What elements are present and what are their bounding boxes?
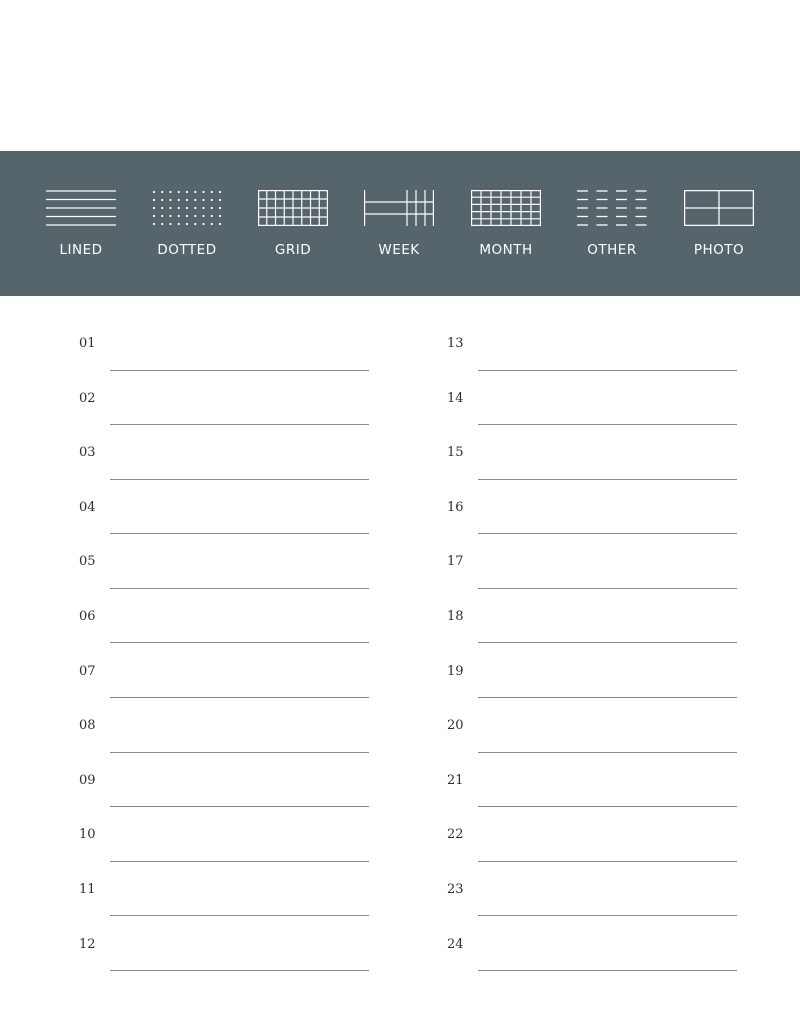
entry-line[interactable] [478, 697, 737, 698]
lined-icon [46, 190, 116, 226]
entry-row [79, 322, 409, 377]
category-grid[interactable] [240, 151, 346, 296]
category-label: MONTH [479, 242, 533, 258]
grid-icon [258, 190, 328, 226]
entry-line[interactable] [478, 915, 737, 916]
entry-column-left [79, 322, 409, 977]
week-icon [364, 190, 434, 226]
entry-number: 06 [79, 608, 96, 624]
entry-number: 13 [447, 336, 464, 351]
entry-number: 03 [79, 445, 96, 461]
entry-number: 22 [447, 827, 464, 843]
entry-number: 08 [79, 718, 96, 734]
entry-line[interactable] [478, 533, 737, 534]
entry-row [447, 377, 777, 432]
entry-row [447, 813, 777, 868]
entry-line[interactable] [478, 479, 737, 480]
category-label: DOTTED [157, 242, 217, 258]
category-lined[interactable] [28, 151, 134, 296]
entry-line[interactable] [110, 479, 369, 480]
entry-number: 02 [79, 390, 96, 406]
entry-line[interactable] [478, 642, 737, 643]
month-icon [471, 190, 541, 226]
category-week[interactable] [346, 151, 452, 296]
entry-number: 16 [447, 499, 464, 515]
entry-number: 24 [447, 936, 464, 952]
entry-line[interactable] [478, 970, 737, 971]
entry-line[interactable] [110, 533, 369, 534]
entry-line[interactable] [478, 424, 737, 425]
entry-row [79, 759, 409, 814]
entry-line[interactable] [110, 752, 369, 753]
entry-row [79, 923, 409, 978]
entry-number: 14 [447, 390, 464, 406]
category-label: PHOTO [693, 242, 745, 258]
entry-row [447, 704, 777, 759]
entry-row [447, 759, 777, 814]
entry-row [79, 486, 409, 541]
entry-row [79, 431, 409, 486]
dotted-icon [152, 190, 222, 226]
entry-row [447, 540, 777, 595]
entry-number: 15 [447, 445, 464, 461]
entry-line[interactable] [478, 752, 737, 753]
entry-row [447, 431, 777, 486]
entry-row [447, 923, 777, 978]
category-month[interactable] [453, 151, 559, 296]
entry-line[interactable] [110, 861, 369, 862]
entry-number: 19 [447, 663, 464, 679]
category-band [0, 151, 800, 296]
entry-line[interactable] [478, 861, 737, 862]
entry-row [79, 813, 409, 868]
entry-number: 20 [447, 718, 464, 734]
entry-row [79, 650, 409, 705]
entry-line[interactable] [478, 588, 737, 589]
entry-row [447, 595, 777, 650]
entry-row [79, 377, 409, 432]
entry-line[interactable] [478, 370, 737, 371]
entry-line[interactable] [110, 424, 369, 425]
entry-number: 05 [79, 554, 96, 570]
entry-row [447, 868, 777, 923]
entry-line[interactable] [110, 588, 369, 589]
category-label: OTHER [587, 242, 637, 258]
entry-number: 17 [447, 554, 464, 570]
entry-number: 21 [447, 772, 464, 788]
entry-row [447, 650, 777, 705]
entry-number: 09 [79, 772, 96, 788]
category-label: WEEK [378, 242, 420, 258]
photo-icon [684, 190, 754, 226]
entry-number: 04 [79, 499, 96, 515]
entry-number: 12 [79, 936, 96, 952]
entry-line[interactable] [110, 915, 369, 916]
entry-line[interactable] [110, 697, 369, 698]
category-dotted[interactable] [134, 151, 240, 296]
entry-number: 11 [79, 881, 96, 897]
category-other[interactable] [559, 151, 665, 296]
entry-row [447, 486, 777, 541]
other-icon [577, 190, 647, 226]
entry-number: 07 [79, 663, 96, 679]
category-photo[interactable] [666, 151, 772, 296]
entry-number: 23 [447, 881, 464, 897]
entry-line[interactable] [110, 806, 369, 807]
entry-row [79, 704, 409, 759]
entry-number: 01 [79, 336, 96, 351]
entry-line[interactable] [110, 370, 369, 371]
entry-row [79, 540, 409, 595]
entry-row [79, 868, 409, 923]
entry-row [447, 322, 777, 377]
entry-column-right [447, 322, 777, 977]
category-label: GRID [274, 242, 312, 258]
entry-number: 18 [447, 608, 464, 624]
category-label: LINED [59, 242, 103, 258]
entry-number: 10 [79, 827, 96, 843]
entry-line[interactable] [478, 806, 737, 807]
entry-line[interactable] [110, 642, 369, 643]
entry-row [79, 595, 409, 650]
entry-line[interactable] [110, 970, 369, 971]
